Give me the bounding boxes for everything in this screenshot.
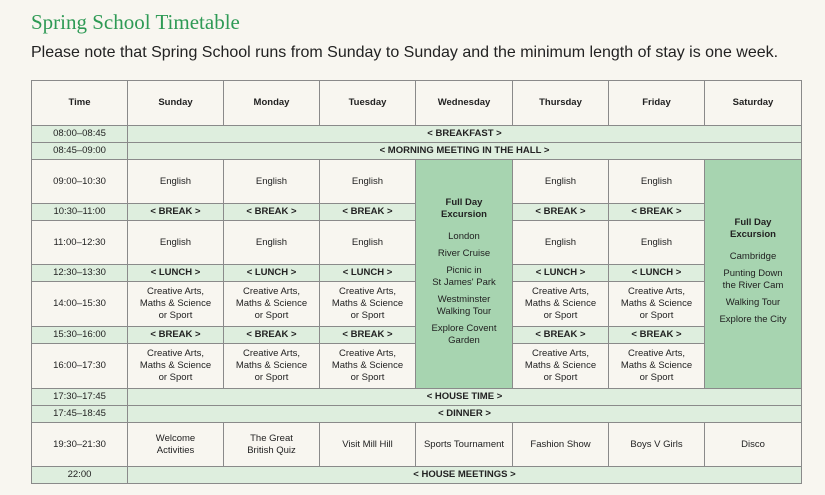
cell-english: English <box>224 221 320 265</box>
excursion-item: Westminster Walking Tour <box>436 293 492 317</box>
time-cell: 10:30–11:00 <box>32 204 128 221</box>
cell-break: < BREAK > <box>609 204 705 221</box>
excursion-item: London <box>448 230 480 242</box>
excursion-item: Walking Tour <box>725 297 781 308</box>
banner-house-time: < HOUSE TIME > <box>128 389 802 406</box>
cell-english: English <box>513 160 609 204</box>
header-saturday: Saturday <box>705 81 802 126</box>
excursion-item: Explore Covent Garden <box>431 322 497 346</box>
header-tuesday: Tuesday <box>320 81 416 126</box>
excursion-item: River Cruise <box>437 247 491 259</box>
evening-tuesday: Visit Mill Hill <box>320 423 416 467</box>
cell-english: English <box>128 160 224 204</box>
wednesday-excursion <box>416 160 513 389</box>
page-title: Spring School Timetable <box>31 10 240 34</box>
cell-creative: Creative Arts, Maths & Science or Sport <box>128 282 224 327</box>
cell-break: < BREAK > <box>224 327 320 344</box>
time-cell: 09:00–10:30 <box>32 160 128 204</box>
banner-morning-meeting: < MORNING MEETING IN THE HALL > <box>128 143 802 160</box>
cell-break: < BREAK > <box>320 327 416 344</box>
table-row <box>32 143 802 160</box>
excursion-item: Picnic in St James' Park <box>432 264 496 288</box>
cell-creative: Creative Arts, Maths & Science or Sport <box>320 282 416 327</box>
cell-creative: Creative Arts, Maths & Science or Sport <box>609 282 705 327</box>
banner-house-meetings: < HOUSE MEETINGS > <box>128 467 802 484</box>
table-row <box>32 406 802 423</box>
cell-break: < BREAK > <box>513 204 609 221</box>
time-cell: 11:00–12:30 <box>32 221 128 265</box>
table-row <box>32 126 802 143</box>
cell-break: < BREAK > <box>513 327 609 344</box>
excursion-title: Full Day Excursion <box>441 196 487 220</box>
header-time: Time <box>32 81 128 126</box>
cell-creative: Creative Arts, Maths & Science or Sport <box>320 344 416 389</box>
time-cell: 15:30–16:00 <box>32 327 128 344</box>
excursion-title: Full Day Excursion <box>730 217 776 240</box>
cell-lunch: < LUNCH > <box>224 265 320 282</box>
time-cell: 19:30–21:30 <box>32 423 128 467</box>
cell-lunch: < LUNCH > <box>513 265 609 282</box>
time-cell: 08:00–08:45 <box>32 126 128 143</box>
table-row <box>32 389 802 406</box>
cell-creative: Creative Arts, Maths & Science or Sport <box>224 344 320 389</box>
table-row <box>32 160 802 204</box>
excursion-item: Punting Down the River Cam <box>722 268 784 291</box>
timetable <box>31 80 802 484</box>
table-row <box>32 467 802 484</box>
cell-lunch: < LUNCH > <box>609 265 705 282</box>
header-sunday: Sunday <box>128 81 224 126</box>
time-cell: 17:45–18:45 <box>32 406 128 423</box>
cell-english: English <box>224 160 320 204</box>
header-thursday: Thursday <box>513 81 609 126</box>
evening-sunday: Welcome Activities <box>128 423 224 467</box>
header-row <box>32 81 802 126</box>
cell-creative: Creative Arts, Maths & Science or Sport <box>513 282 609 327</box>
banner-dinner: < DINNER > <box>128 406 802 423</box>
cell-creative: Creative Arts, Maths & Science or Sport <box>513 344 609 389</box>
cell-english: English <box>320 221 416 265</box>
time-cell: 16:00–17:30 <box>32 344 128 389</box>
evening-wednesday: Sports Tournament <box>416 423 513 467</box>
evening-monday: The Great British Quiz <box>224 423 320 467</box>
cell-english: English <box>128 221 224 265</box>
header-friday: Friday <box>609 81 705 126</box>
evening-saturday: Disco <box>705 423 802 467</box>
time-cell: 08:45–09:00 <box>32 143 128 160</box>
excursion-item: Explore the City <box>719 314 787 325</box>
cell-break: < BREAK > <box>128 327 224 344</box>
cell-break: < BREAK > <box>128 204 224 221</box>
cell-english: English <box>513 221 609 265</box>
cell-english: English <box>609 221 705 265</box>
time-cell: 22:00 <box>32 467 128 484</box>
cell-lunch: < LUNCH > <box>128 265 224 282</box>
time-cell: 14:00–15:30 <box>32 282 128 327</box>
excursion-item: Cambridge <box>729 251 777 262</box>
banner-breakfast: < BREAKFAST > <box>128 126 802 143</box>
table-row <box>32 423 802 467</box>
cell-break: < BREAK > <box>320 204 416 221</box>
cell-creative: Creative Arts, Maths & Science or Sport <box>609 344 705 389</box>
evening-thursday: Fashion Show <box>513 423 609 467</box>
cell-english: English <box>320 160 416 204</box>
header-monday: Monday <box>224 81 320 126</box>
cell-break: < BREAK > <box>609 327 705 344</box>
time-cell: 12:30–13:30 <box>32 265 128 282</box>
evening-friday: Boys V Girls <box>609 423 705 467</box>
cell-creative: Creative Arts, Maths & Science or Sport <box>128 344 224 389</box>
saturday-excursion <box>705 160 802 389</box>
header-wednesday: Wednesday <box>416 81 513 126</box>
cell-break: < BREAK > <box>224 204 320 221</box>
time-cell: 17:30–17:45 <box>32 389 128 406</box>
cell-creative: Creative Arts, Maths & Science or Sport <box>224 282 320 327</box>
cell-english: English <box>609 160 705 204</box>
page-subtitle: Please note that Spring School runs from Sunday to Sunday and the minimum length of stay is one week. <box>31 44 779 61</box>
cell-lunch: < LUNCH > <box>320 265 416 282</box>
